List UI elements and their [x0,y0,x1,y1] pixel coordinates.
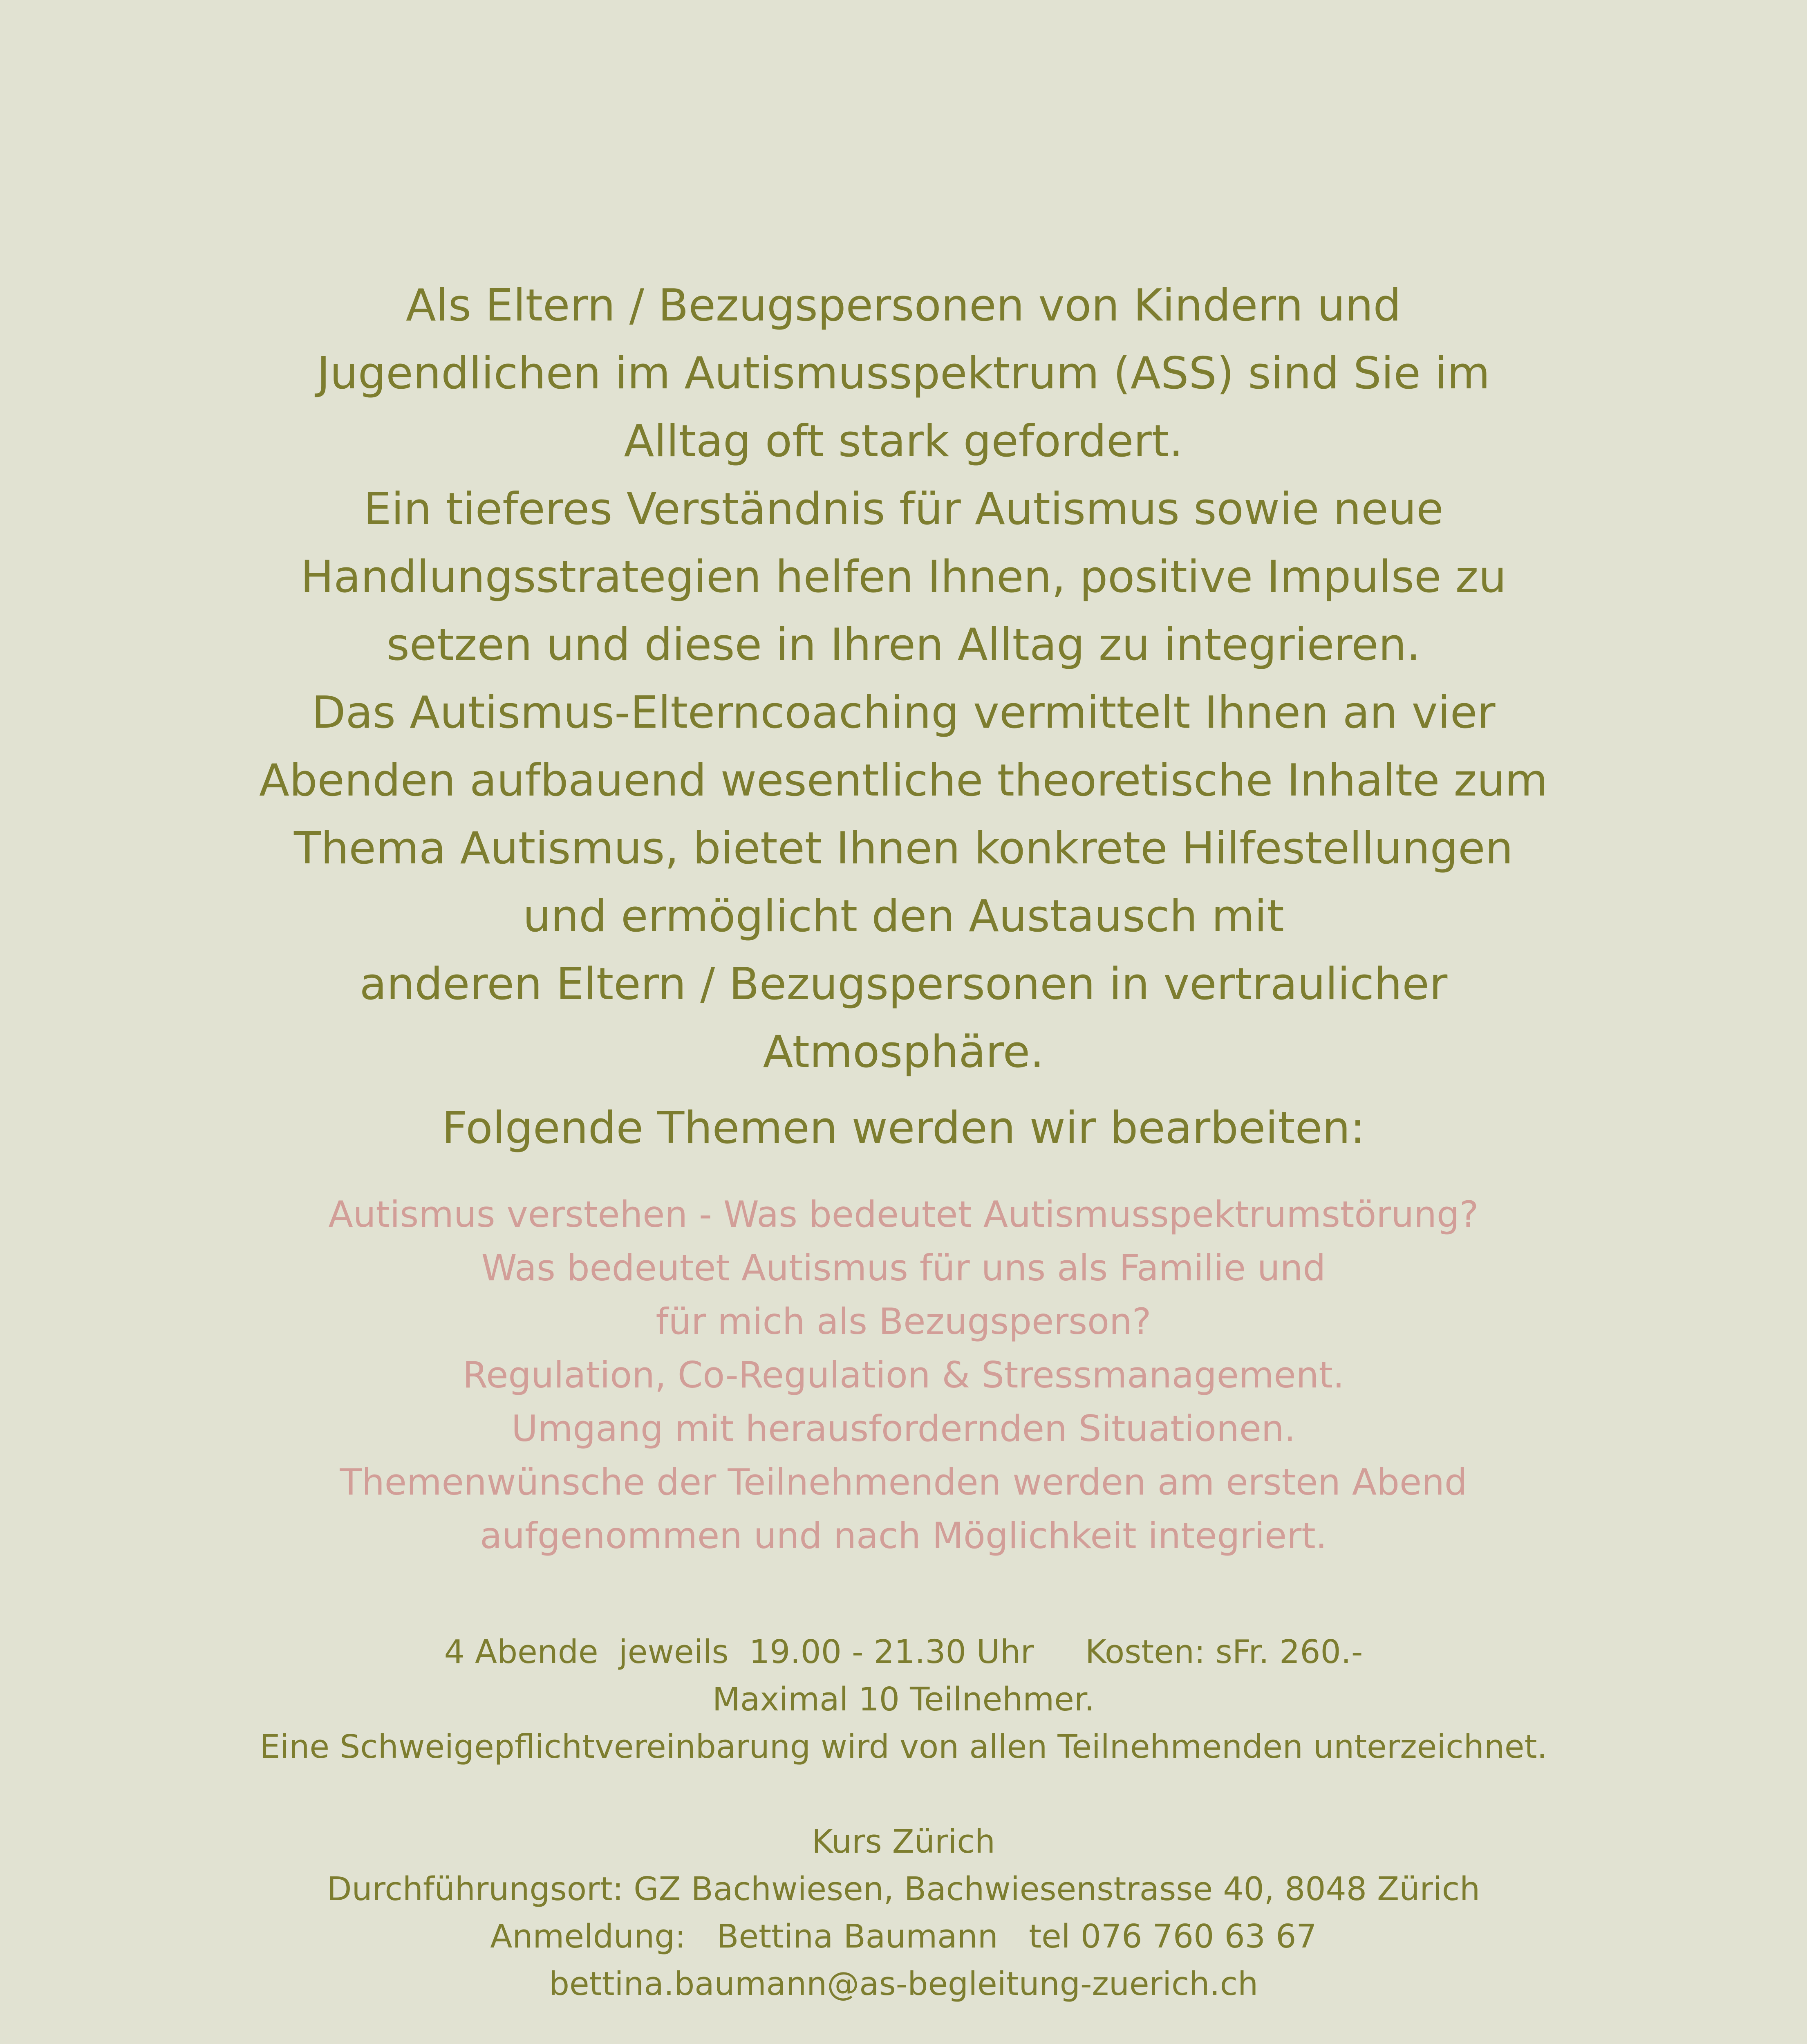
course-zurich-location: Durchführungsort: GZ Bachwiesen, Bachwiesenstrasse 40, 8048 Zürich [327,1870,1480,1908]
intro-line: Jugendlichen im Autismusspektrum (ASS) sind Sie im [317,348,1490,399]
intro-line: setzen und diese in Ihren Alltag zu integrieren. [386,619,1421,670]
course-zurich-registration: Anmeldung: Bettina Baumann tel 076 760 63 67 [490,1918,1317,1955]
topic-line: aufgenommen und nach Möglichkeit integriert. [480,1515,1327,1557]
topic-line: Umgang mit herausfordernden Situationen. [511,1407,1296,1450]
intro-line: Handlungsstrategien helfen Ihnen, positive Impulse zu [300,551,1507,603]
schedule-line: 4 Abende jeweils 19.00 - 21.30 Uhr Kosten: sFr. 260.- [444,1633,1363,1671]
course-zurich-title: Kurs Zürich [812,1823,995,1860]
spacer [0,1771,1807,1818]
intro-paragraph [0,272,1807,1086]
intro-line: Thema Autismus, bietet Ihnen konkrete Hilfestellungen [293,823,1514,874]
topic-line: Autismus verstehen - Was bedeutet Autismusspektrumstörung? [328,1193,1479,1235]
intro-line: Alltag oft stark gefordert. [624,416,1183,467]
intro-line: anderen Eltern / Bezugspersonen in vertraulicher [359,959,1448,1010]
topic-line: Was bedeutet Autismus für uns als Familie und [481,1247,1326,1289]
intro-line: Abenden aufbauend wesentliche theoretische Inhalte zum [259,755,1548,806]
max-participants: Maximal 10 Teilnehmer. [712,1681,1095,1718]
intro-line: Als Eltern / Bezugspersonen von Kindern und [405,280,1402,331]
intro-line: und ermöglicht den Austausch mit [523,891,1284,942]
course-zurich-email[interactable]: bettina.baumann@as-begleitung-zuerich.ch [549,1965,1258,2003]
spacer [0,2008,1807,2044]
confidentiality-note: Eine Schweigepflichtvereinbarung wird von allen Teilnehmenden unterzeichnet. [260,1728,1547,1766]
course-details [0,1628,1807,2044]
intro-line: Das Autismus-Elterncoaching vermittelt Ihnen an vier [311,687,1496,738]
topic-line: Themenwünsche der Teilnehmenden werden am ersten Abend [340,1461,1467,1503]
topic-line: für mich als Bezugsperson? [656,1300,1151,1342]
topics-list [0,1188,1807,1562]
topic-line: Regulation, Co-Regulation & Stressmanagement. [463,1354,1344,1396]
intro-line: Ein tieferes Verständnis für Autismus sowie neue [363,484,1444,535]
intro-line: Atmosphäre. [763,1026,1044,1078]
themes-heading: Folgende Themen werden wir bearbeiten: [442,1103,1365,1154]
